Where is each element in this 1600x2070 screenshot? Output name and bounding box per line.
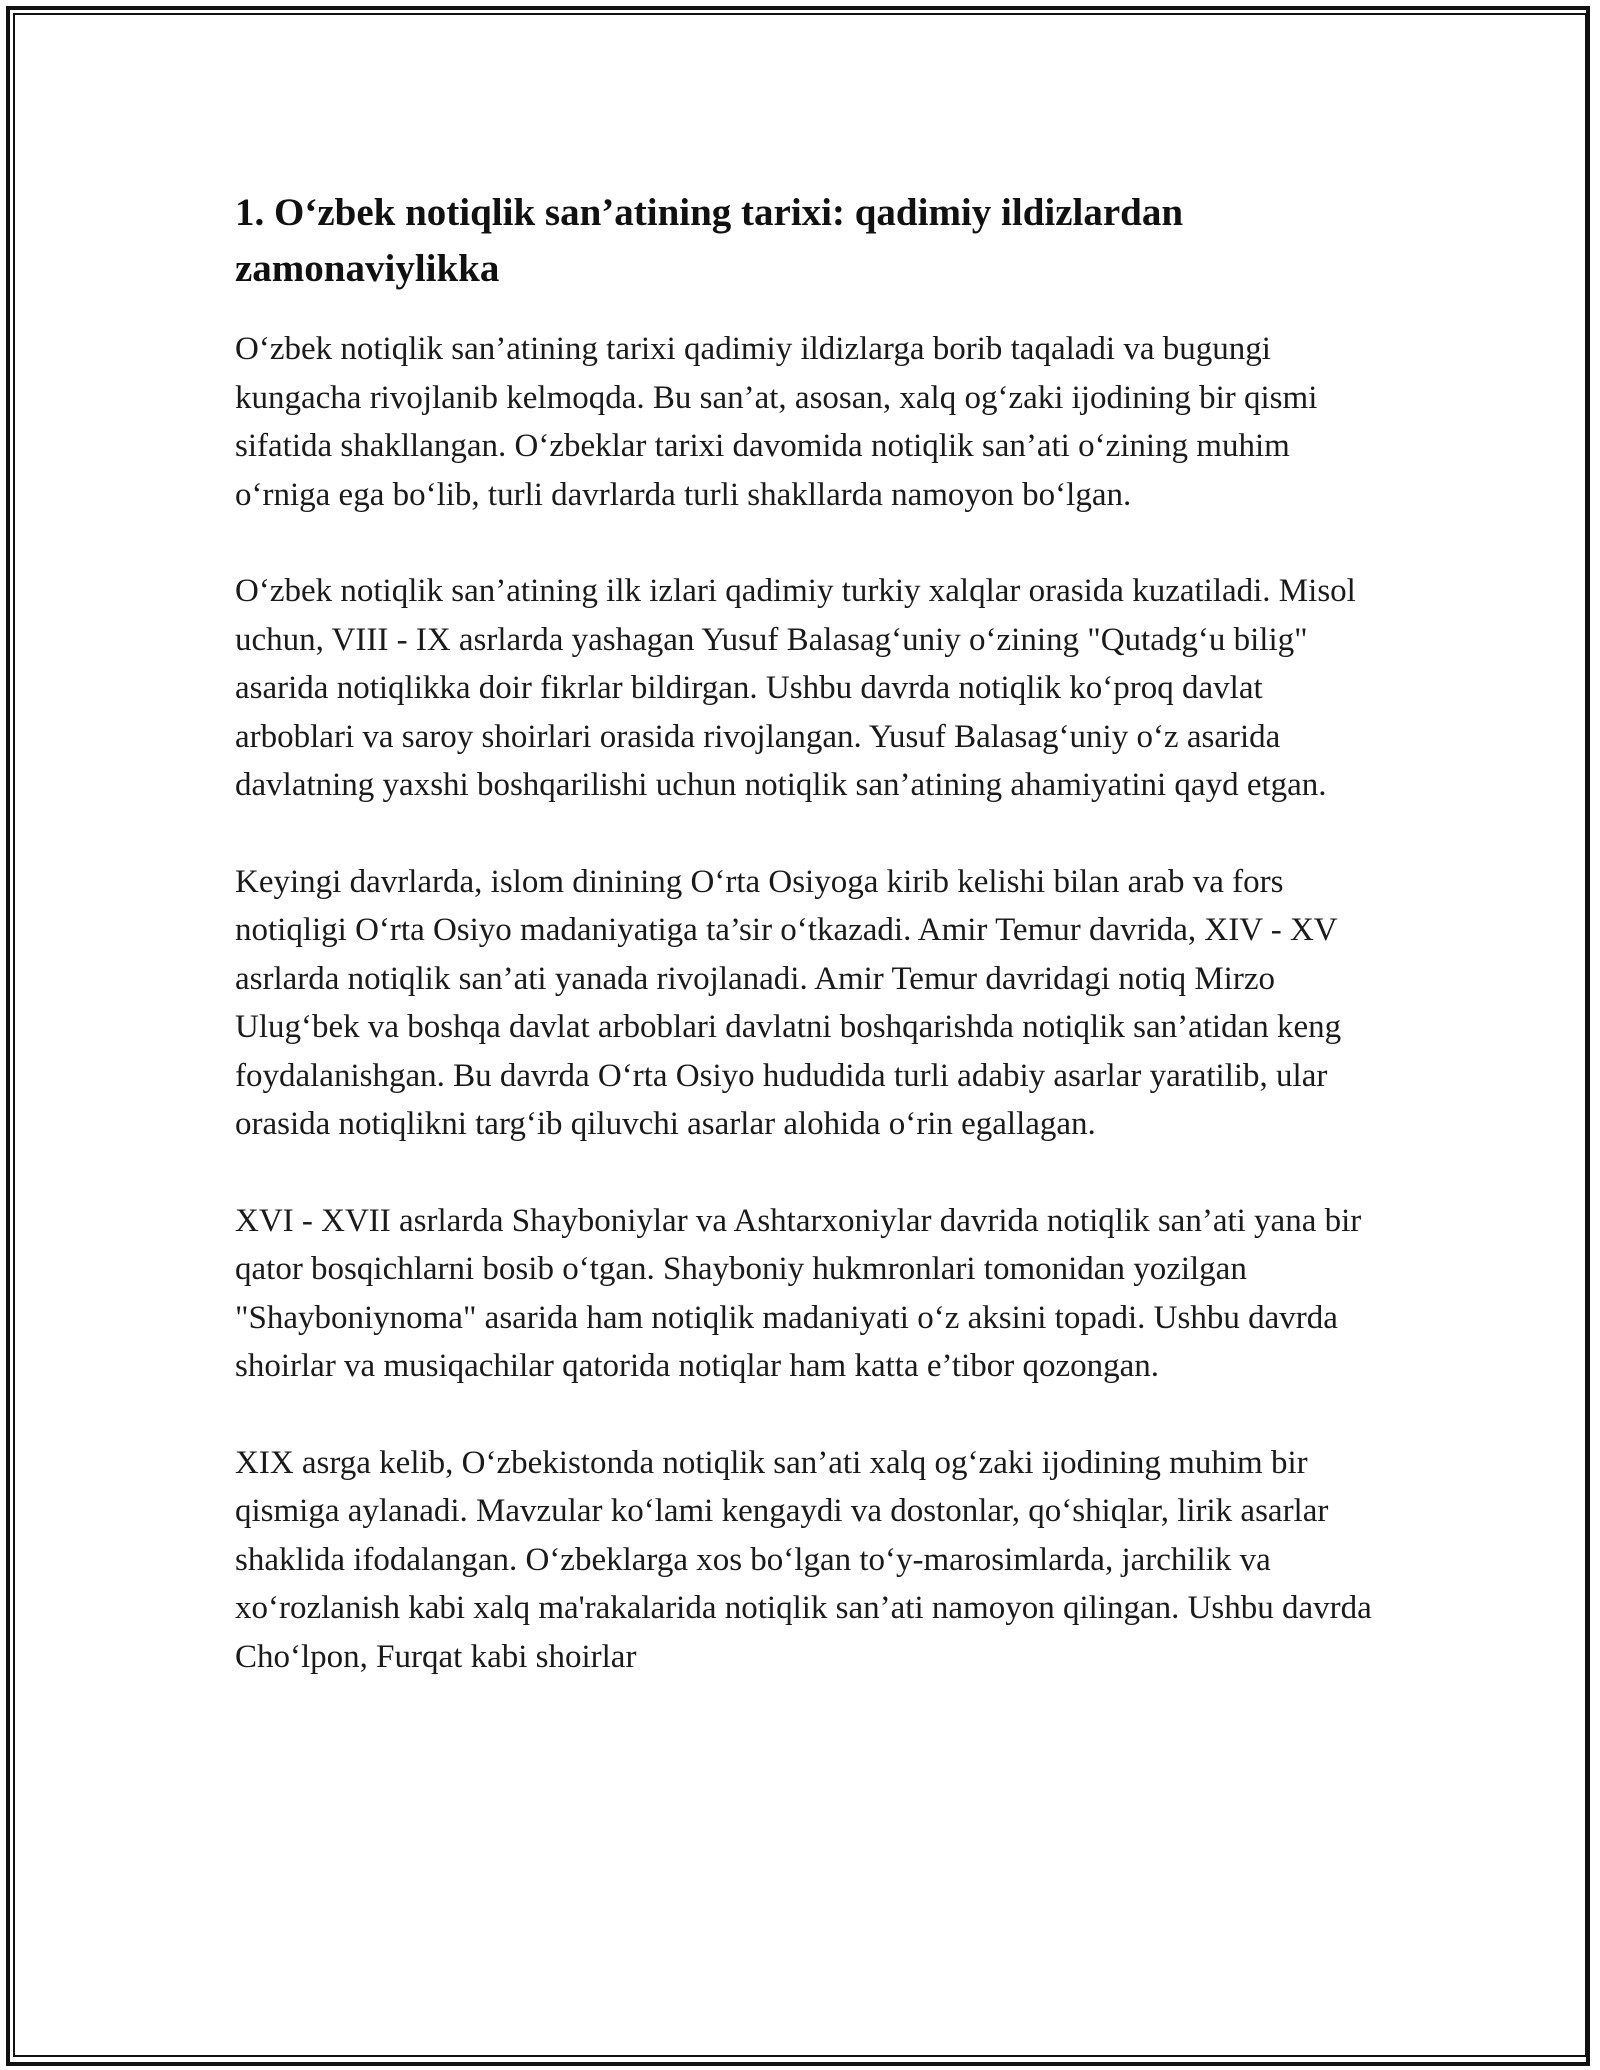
- paragraph-1: O‘zbek notiqlik san’atining tarixi qadimiy ildizlarga borib taqaladi va bugungi kungacha rivojlanib kelmoqda. Bu san’at, asosan, xalq og‘zaki ijodining bir qismi sifatida shakllangan. O‘zbeklar tarixi davomida notiqlik san’ati o‘zining muhim o‘rniga ega bo‘lib, turli davrlarda turli shakllarda namoyon bo‘lgan.: [235, 331, 1318, 513]
- paragraph-2: O‘zbek notiqlik san’atining ilk izlari qadimiy turkiy xalqlar orasida kuzatiladi. Misol uchun, VIII - IX asrlarda yashagan Yusuf Balasag‘uniy o‘zining "Qutadg‘u bilig" asarida notiqlikka doir fikrlar bildirgan. Ushbu davrda notiqlik ko‘proq davlat arboblari va saroy shoirlari orasida rivojlangan. Yusuf Balasag‘uniy o‘z asarida davlatning yaxshi boshqarilishi uchun notiqlik san’atining ahamiyatini qayd etgan.: [235, 573, 1356, 803]
- section-heading: 1. O‘zbek notiqlik san’atining tarixi: qadimiy ildizlardan zamonaviylikka: [235, 191, 1184, 290]
- paragraph-3: Keyingi davrlarda, islom dinining O‘rta Osiyoga kirib kelishi bilan arab va fors notiqligi O‘rta Osiyo madaniyatiga ta’sir o‘tkazadi. Amir Temur davrida, XIV - XV asrlarda notiqlik san’ati yanada rivojlanadi. Amir Temur davridagi notiq Mirzo Ulug‘bek va boshqa davlat arboblari davlatni boshqarishda notiqlik san’atidan keng foydalanishgan. Bu davrda O‘rta Osiyo hududida turli adabiy asarlar yaratilib, ular orasida notiqlikni targ‘ib qiluvchi asarlar alohida o‘rin egallagan.: [235, 863, 1342, 1142]
- paragraph-5: XIX asrga kelib, O‘zbekistonda notiqlik san’ati xalq og‘zaki ijodining muhim bir qismiga aylanadi. Mavzular ko‘lami kengaydi va dostonlar, qo‘shiqlar, lirik asarlar shaklida ifodalangan. O‘zbeklarga xos bo‘lgan to‘y-marosimlarda, jarchilik va xo‘rozlanish kabi xalq ma'rakalarida notiqlik san’ati namoyon qilingan. Ushbu davrda Cho‘lpon, Furqat kabi shoirlar: [235, 1444, 1372, 1675]
- document-body: [235, 185, 1375, 1729]
- paragraph-4: XVI - XVII asrlarda Shayboniylar va Ashtarxoniylar davrida notiqlik san’ati yana bir qator bosqichlarni bosib o‘tgan. Shayboniy hukmronlari tomonidan yozilgan "Shayboniynoma" asarida ham notiqlik madaniyati o‘z aksini topadi. Ushbu davrda shoirlar va musiqachilar qatorida notiqlar ham katta e’tibor qozongan.: [235, 1202, 1362, 1384]
